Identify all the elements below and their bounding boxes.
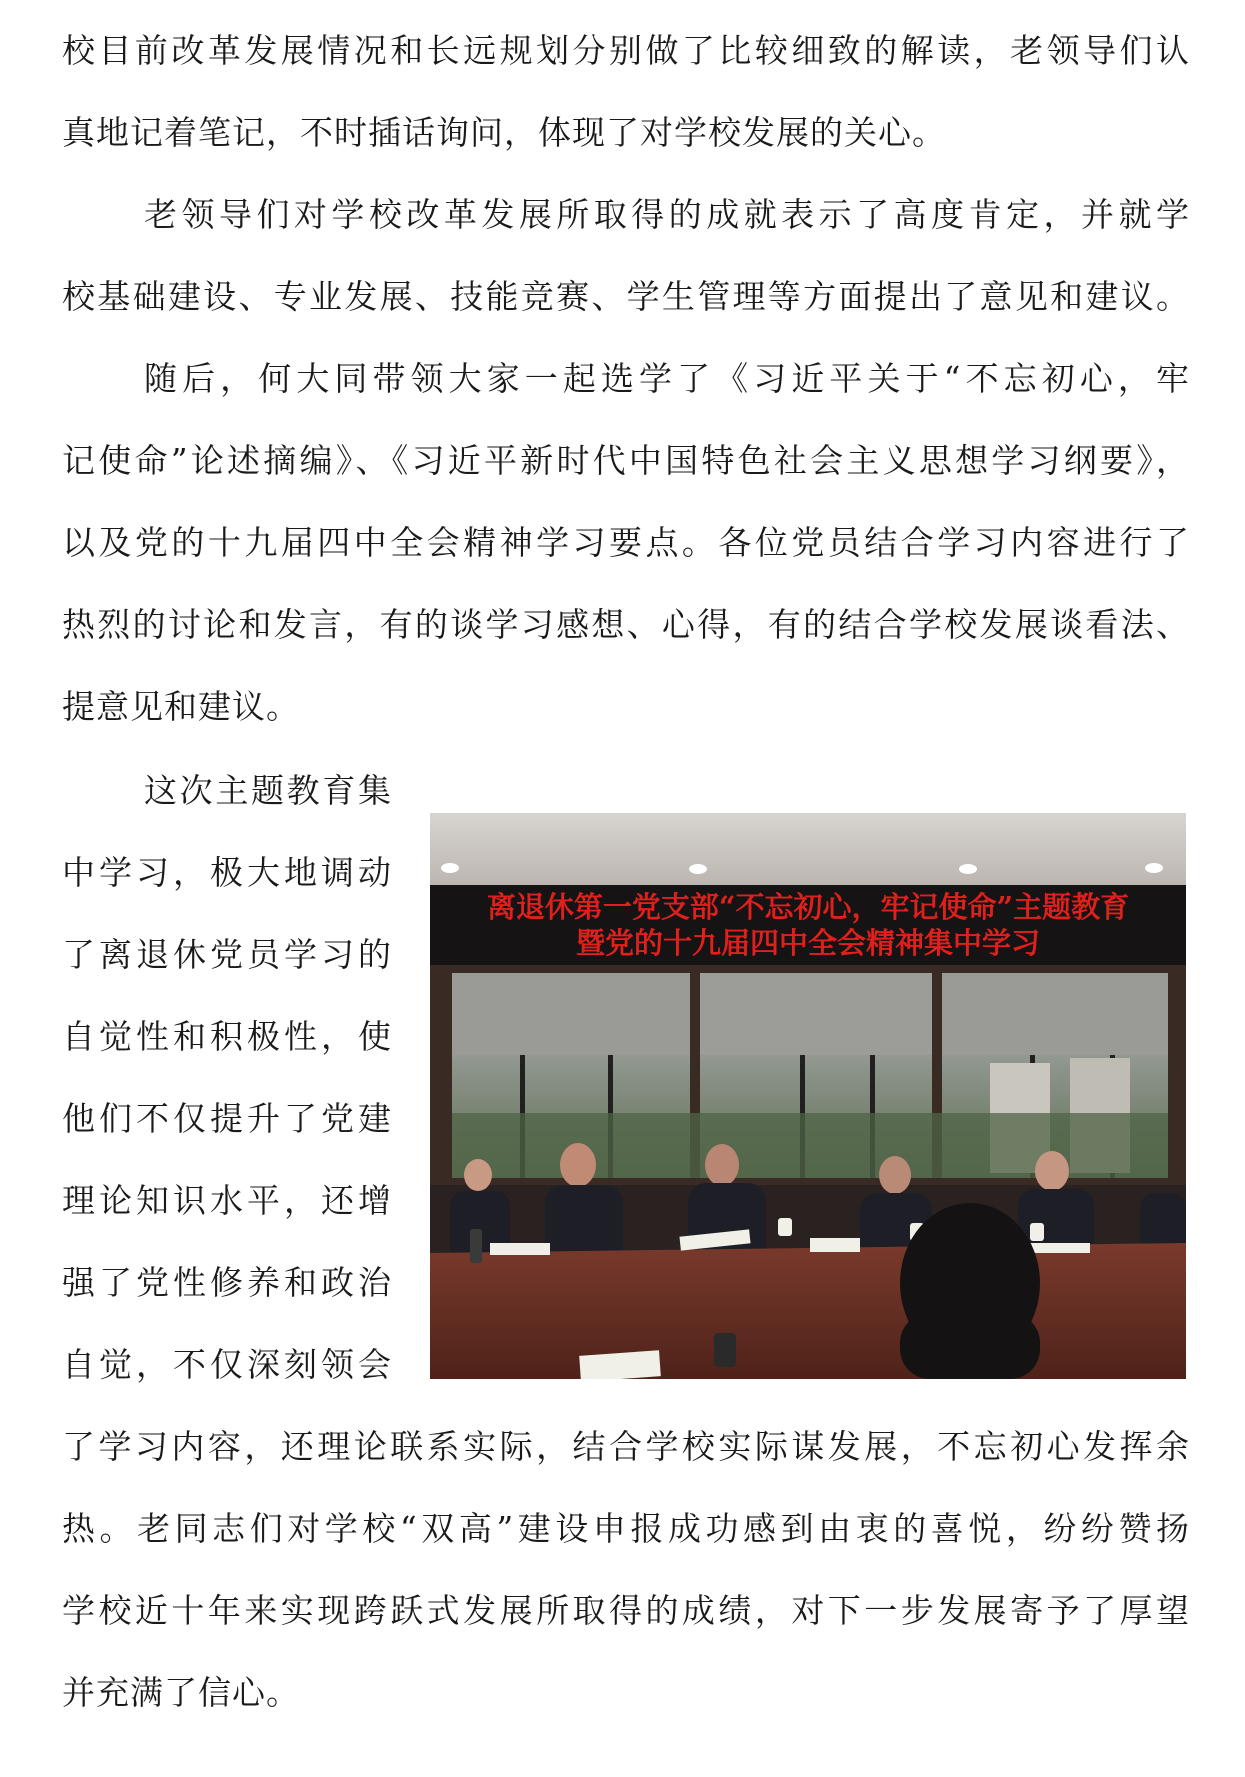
paragraph-line: 强了党性修养和政治 bbox=[62, 1263, 392, 1302]
paragraph-line: 随后，何大同带领大家一起选学了《习近平关于“不忘初心，牢 bbox=[144, 359, 1190, 398]
paragraph-line: 学校近十年来实现跨跃式发展所取得的成绩，对下一步发展寄予了厚望 bbox=[62, 1591, 1190, 1630]
paragraph-line: 了学习内容，还理论联系实际，结合学校实际谋发展，不忘初心发挥余 bbox=[62, 1427, 1190, 1466]
paragraph-line: 并充满了信心。 bbox=[62, 1673, 300, 1712]
meeting-photo bbox=[430, 813, 1186, 1379]
paragraph-line: 校基础建设、专业发展、技能竞赛、学生管理等方面提出了意见和建议。 bbox=[62, 277, 1190, 316]
paragraph-line: 真地记着笔记，不时插话询问，体现了对学校发展的关心。 bbox=[62, 113, 946, 152]
led-banner-line2: 暨党的十九届四中全会精神集中学习 bbox=[575, 926, 1041, 960]
paragraph-line: 理论知识水平，还增 bbox=[62, 1181, 392, 1220]
led-banner-line1: 离退休第一党支部“不忘初心，牢记使命”主题教育 bbox=[486, 890, 1130, 924]
paragraph-line: 提意见和建议。 bbox=[62, 687, 300, 726]
paragraph-line: 自觉，不仅深刻领会 bbox=[62, 1345, 392, 1384]
paragraph-line: 老领导们对学校改革发展所取得的成就表示了高度肯定，并就学 bbox=[144, 195, 1190, 234]
paragraph-line: 记使命”论述摘编》、《习近平新时代中国特色社会主义思想学习纲要》， bbox=[62, 441, 1190, 480]
paragraph-line: 这次主题教育集 bbox=[144, 771, 392, 810]
paragraph-line: 自觉性和积极性，使 bbox=[62, 1017, 392, 1056]
paragraph-line: 中学习，极大地调动 bbox=[62, 853, 392, 892]
paragraph-line: 了离退休党员学习的 bbox=[62, 935, 392, 974]
paragraph-line: 以及党的十九届四中全会精神学习要点。各位党员结合学习内容进行了 bbox=[62, 523, 1190, 562]
paragraph-line: 校目前改革发展情况和长远规划分别做了比较细致的解读，老领导们认 bbox=[62, 31, 1190, 70]
paragraph-line: 他们不仅提升了党建 bbox=[62, 1099, 392, 1138]
paragraph-line: 热烈的讨论和发言，有的谈学习感想、心得，有的结合学校发展谈看法、 bbox=[62, 605, 1190, 644]
paragraph-line: 热。老同志们对学校“双高”建设申报成功感到由衷的喜悦，纷纷赞扬 bbox=[62, 1509, 1190, 1548]
